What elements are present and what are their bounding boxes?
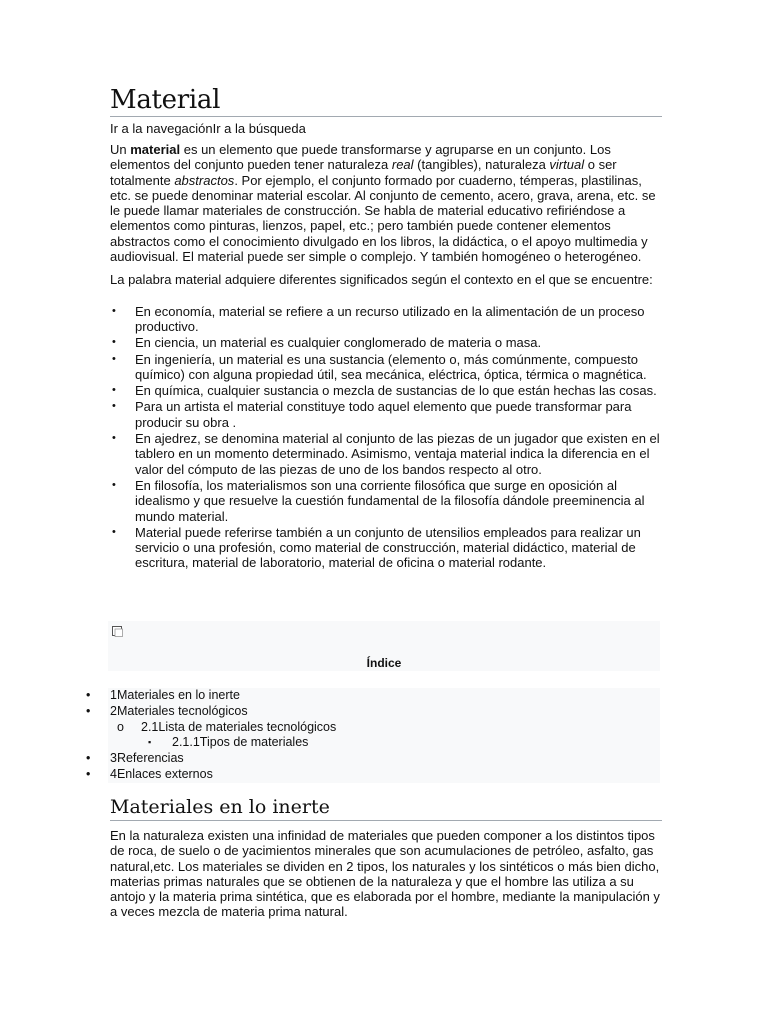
section-paragraph: En la naturaleza existen una infinidad de materiales que pueden componer a los distintos tipos de roca, de suelo o de yacimientos minerales que son acumulaciones de petróleo, asfalto, gas natural,etc. Los materiales se dividen en 2 tipos, los naturales y los sintéticos o más bien dicho, materias primas naturales que se obtienen de la naturaleza y que el hombre las utiliza a su antojo y la materia prima sintética, que es elaborada por el hombre, mediante la manipulación y a veces mezcla de materia prima natural. xyxy=(110,828,660,920)
bullet-marker: • xyxy=(86,704,91,718)
list-item: • En filosofía, los materialismos son una corriente filosófica que surge en oposición al idealismo y que resuelve la cuestión fundamental de la filosofía dándole preeminencia al mundo material. xyxy=(110,478,662,524)
meanings-list xyxy=(110,304,662,571)
list-item: • Para un artista el material constituye todo aquel elemento que puede transformar para producir su obra . xyxy=(110,399,662,430)
toc-item-label: 2.1.1Tipos de materiales xyxy=(172,735,309,749)
checkbox-icon[interactable] xyxy=(112,626,123,637)
toc-item-label: 1Materiales en lo inerte xyxy=(110,688,240,702)
term-material: material xyxy=(130,142,181,157)
skip-links[interactable]: Ir a la navegaciónIr a la búsqueda xyxy=(110,121,306,136)
toc-item[interactable] xyxy=(117,720,337,735)
toc-title: Índice xyxy=(366,656,402,670)
list-item: • En ingeniería, un material es una sustancia (elemento o, más comúnmente, compuesto químico) con alguna propiedad útil, sea mecánica, eléctrica, óptica, térmica o magnética. xyxy=(110,352,662,383)
toc-item[interactable] xyxy=(86,751,184,766)
term-abstractos[interactable]: abstractos xyxy=(174,172,235,188)
context-paragraph: La palabra material adquiere diferentes significados según el contexto en el que se encuentre: xyxy=(110,272,653,288)
page-title: Material xyxy=(110,85,221,115)
list-item: • En economía, material se refiere a un recurso utilizado en la alimentación de un proceso productivo. xyxy=(110,304,662,335)
article-body xyxy=(110,84,662,572)
bullet-marker: • xyxy=(86,751,91,765)
toc-item[interactable] xyxy=(86,767,213,782)
list-item: • Material puede referirse también a un conjunto de utensilios empleados para realizar un servicio o una profesión, como material de construcción, material didáctico, material de escritura, material de laboratorio, material de oficina o material rodante. xyxy=(110,525,662,571)
term-real[interactable]: real xyxy=(391,157,414,173)
toc-item-label: 3Referencias xyxy=(110,751,184,765)
bullet-marker: • xyxy=(86,688,91,702)
term-virtual[interactable]: virtual xyxy=(549,157,585,173)
square-marker: ▪ xyxy=(148,737,152,747)
circle-marker: o xyxy=(117,720,124,734)
toc-item-label: 4Enlaces externos xyxy=(110,767,213,781)
toc-item[interactable] xyxy=(86,704,248,719)
bullet-marker: • xyxy=(86,767,91,781)
list-item: • En química, cualquier sustancia o mezcla de sustancias de lo que están hechas las cosas. xyxy=(110,383,662,398)
toc-item-label: 2Materiales tecnológicos xyxy=(110,704,248,718)
toc-item[interactable] xyxy=(86,688,240,703)
section-divider xyxy=(110,820,662,821)
list-item: • En ajedrez, se denomina material al conjunto de las piezas de un jugador que existen en el tablero en un momento determinado. Asimismo, ventaja material indica la diferencia en el valor del cómputo de las piezas de uno de los bandos respecto al otro. xyxy=(110,431,662,477)
toc-item[interactable] xyxy=(148,735,309,750)
section-heading: Materiales en lo inerte xyxy=(110,796,330,818)
title-divider xyxy=(110,116,662,117)
toc-item-label: 2.1Lista de materiales tecnológicos xyxy=(141,720,337,734)
intro-paragraph: Un material es un elemento que puede transformarse y agruparse en un conjunto. Los elementos del conjunto pueden tener naturaleza real (tangibles), naturaleza virtual o ser totalmente abstractos. Por ejemplo, el conjunto formado por cuaderno, témperas, plastilinas, etc. se puede denominar material escolar. Al conjunto de cemento, acero, grava, arena, etc. se le puede llamar materiales de construcción. Se habla de material educativo refiriéndose a elementos como pinturas, lienzos, papel, etc.; pero también puede contener elementos abstractos como el conocimiento divulgado en los libros, la didáctica, o el apoyo multimedia y audiovisual. El material puede ser simple o complejo. Y también homogéneo o heterogéneo. xyxy=(110,142,656,265)
list-item: • En ciencia, un material es cualquier conglomerado de materia o masa. xyxy=(110,335,662,350)
